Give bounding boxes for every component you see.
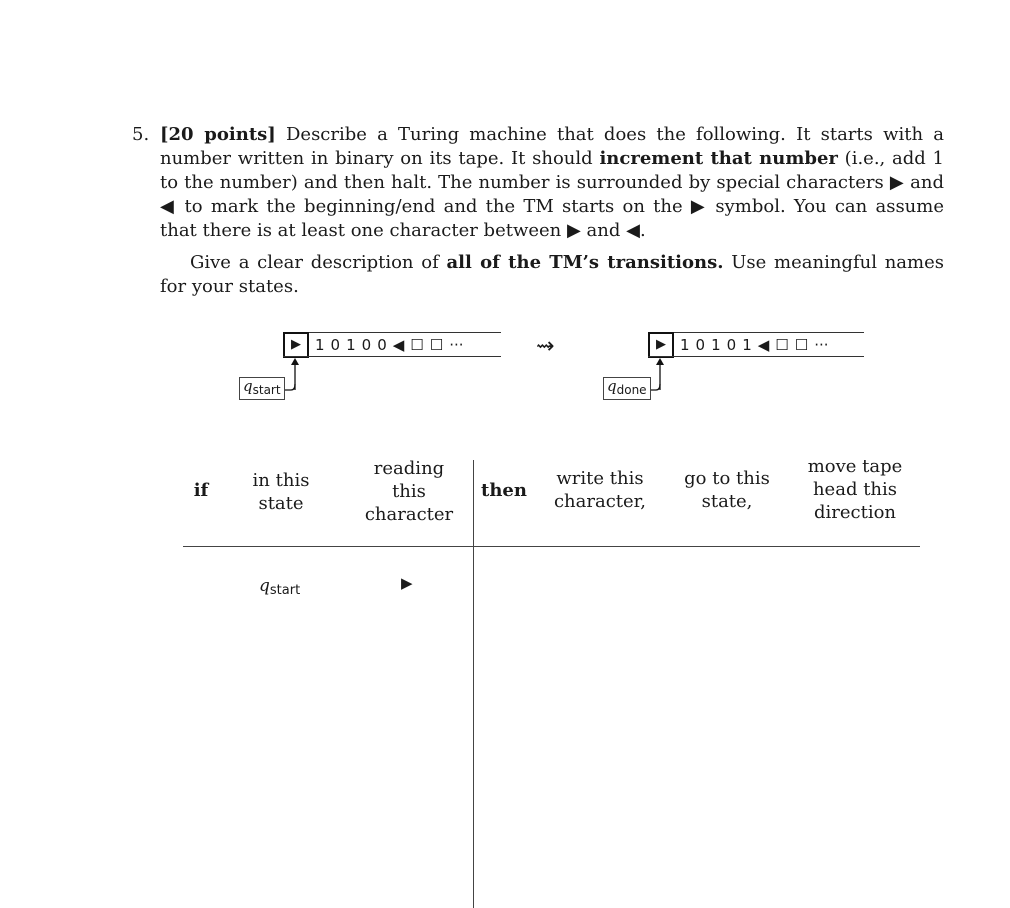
- tape-after: [648, 332, 864, 358]
- tape-head-cell: ▶: [283, 332, 309, 358]
- tape-cell: 0: [330, 336, 341, 354]
- tape-cell: ☐: [410, 336, 424, 354]
- table-row-read-char: ▶: [401, 574, 413, 592]
- problem-emphasis: increment that number: [599, 148, 838, 169]
- tape-cell: 0: [695, 336, 706, 354]
- table-header-rule: [183, 546, 920, 547]
- tape-cell: 1: [742, 336, 752, 354]
- tape-cell: ···: [449, 336, 464, 354]
- tape-head-cell: ▶: [648, 332, 674, 358]
- paragraph-2-text-2: Use meaningful names for your states.: [160, 252, 944, 297]
- tape-cell: 1: [711, 336, 721, 354]
- problem-number: 5.: [132, 124, 150, 145]
- paragraph-2-text-1: Give a clear description of: [190, 252, 439, 273]
- tape-cell: 0: [361, 336, 372, 354]
- tape-cell: ◀: [757, 336, 770, 354]
- col-header-state: in this state: [252, 470, 310, 514]
- tape-before: [283, 332, 501, 358]
- col-header-read: reading this character: [364, 458, 454, 525]
- tape-after-cells: [648, 332, 829, 358]
- problem-paragraph-1: [160, 123, 944, 243]
- col-header-write: write this character,: [553, 468, 647, 512]
- col-header-goto: go to this state,: [684, 468, 770, 512]
- tape-cell: 0: [377, 336, 387, 354]
- tape-cell: ◀: [392, 336, 405, 354]
- tape-cell: ···: [814, 336, 829, 354]
- col-header-move: move tape head this direction: [807, 456, 903, 523]
- head-pointer-arrow-before: [283, 356, 313, 396]
- paragraph-2-emphasis: all of the TM’s transitions.: [446, 252, 724, 273]
- tape-cell: 1: [315, 336, 325, 354]
- then-label: then: [481, 480, 527, 501]
- if-label: if: [193, 480, 209, 501]
- points-label: [20 points]: [160, 124, 276, 145]
- table-row-state: $q_{start}$: [259, 576, 301, 598]
- problem-text-2: (i.e., add 1 to the number) and then halt. The number is surrounded by special characters ▶ and ◀ to mark the beginning/end and the TM starts on the ▶ symbol. You can assume that there is at least one character between ▶ and ◀.: [160, 148, 945, 241]
- state-label-before: $q_{start}$: [239, 377, 285, 400]
- state-label-after: $q_{done}$: [603, 377, 651, 400]
- table-divider: [473, 460, 474, 908]
- problem-text-1: Describe a Turing machine that does the following. It starts with a number written in binary on its tape. It should: [160, 124, 944, 169]
- tape-cell: 1: [680, 336, 690, 354]
- head-pointer-arrow-after: [648, 356, 678, 396]
- transforms-to-symbol: ⇝: [536, 334, 555, 359]
- tape-cell: ☐: [794, 336, 809, 354]
- problem-paragraph-2: [160, 251, 944, 299]
- tape-cell: ☐: [429, 336, 444, 354]
- tape-cell: 1: [346, 336, 356, 354]
- tape-cell: ☐: [775, 336, 789, 354]
- tape-cell: 0: [726, 336, 737, 354]
- tape-before-cells: [283, 332, 464, 358]
